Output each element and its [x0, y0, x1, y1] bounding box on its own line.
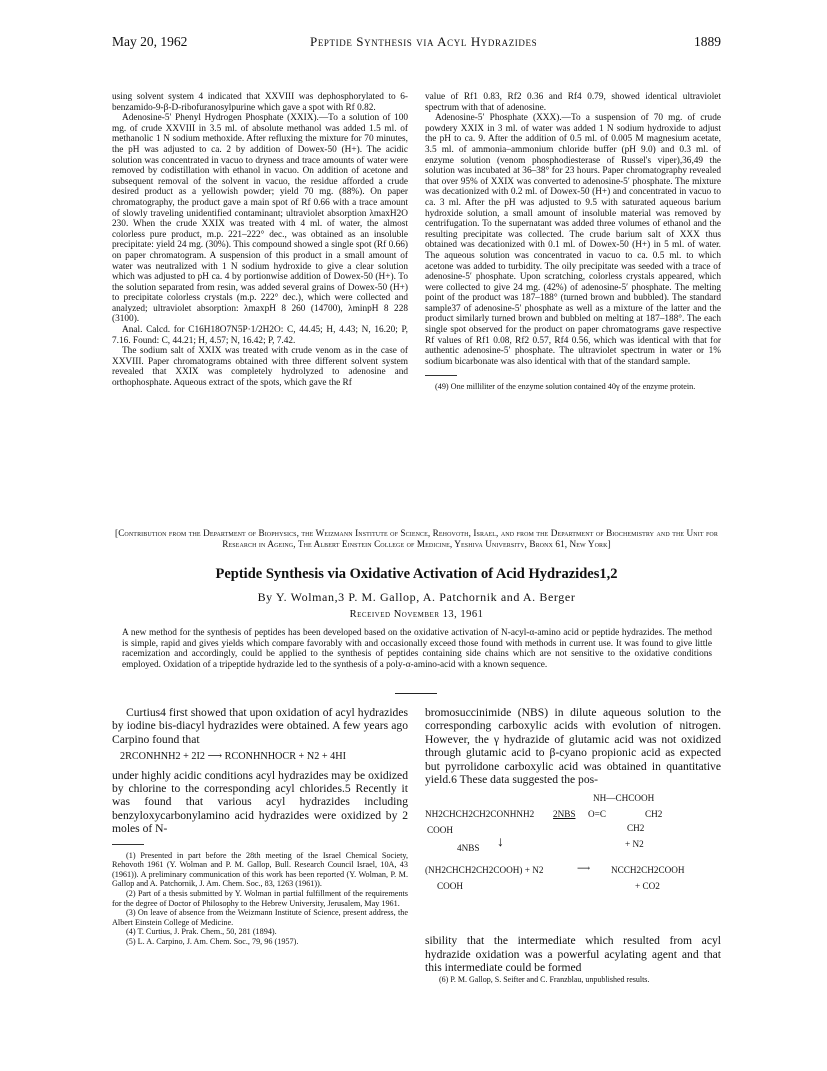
- scheme-final-product: NCCH2CH2COOH: [611, 865, 685, 876]
- scheme-plus-co2: + CO2: [635, 881, 660, 892]
- scheme-plus-n2: + N2: [625, 839, 644, 850]
- scheme-product-ch2: CH2: [627, 823, 645, 834]
- page-number: 1889: [694, 34, 721, 49]
- scheme-arrow-label: 2NBS: [553, 809, 576, 820]
- down-arrow-icon: ↓: [497, 835, 504, 851]
- scheme-down-label: 4NBS: [457, 843, 480, 854]
- article-authors: By Y. Wolman,3 P. M. Gallop, A. Patchornik and A. Berger: [257, 590, 576, 604]
- equation: 2RCONHNH2 + 2I2 ⟶ RCONHNHOCR + N2 + 4HI: [120, 751, 346, 763]
- paragraph: Adenosine-5′ Phenyl Hydrogen Phosphate (XXIX).—To a solution of 100 mg. of crude XXVIII in 3.5 ml. of absolute methanol was added 1.5 ml. of methanolic 1 N sodium methoxide. After refluxing the mixture for 70 minutes, the pH was adjusted to ca. 2 by addition of Dowex-50 (H+). The acidic solution was concentrated in vacuo to dryness and trace amounts of water were removed by codistillation with ethanol in vacuo. On addition of acetone and subsequent removal of the solvent in vacuo, the residue afforded a crude desired product as a yellowish powder; yield 70 mg. (88%). On paper chromatography, the product gave a main spot of Rf 0.66 with a trace amount of slowly traveling unidentified contaminant; ultraviolet absorption λmaxH2O 230. When the crude XXIX was treated with 4 ml. of water, the almost colorless pure product, m.p. 221–222° dec., was obtained as an insoluble precipitate: yield 24 mg. (30%). This compound showed a single spot (Rf 0.66) on paper chromatogram. A suspension of this product in a small amount of water was neutralized with 1 N sodium hydroxide to give a clear solution which was adjusted to pH ca. 4 by portionwise addition of Dowex-50 (H+). To the solution separated from resin, was added several grains of Dowex-50 (H+) to precipitate colorless crystals (m.p. 222° dec.), which were collected and analyzed; ultraviolet absorption: λmaxpH 8 260 (14700), λminpH 8 228 (3100).: [112, 113, 408, 325]
- article-title: Peptide Synthesis via Oxidative Activation of Acid Hydrazides1,2: [215, 566, 618, 582]
- footnote: (3) On leave of absence from the Weizmann Institute of Science, present address, the Albert Einstein College of Medicine.: [112, 908, 408, 927]
- running-title: Peptide Synthesis via Acyl Hydrazides: [310, 34, 538, 49]
- footnote: (2) Part of a thesis submitted by Y. Wolman in partial fulfillment of the requirements for the degree of Doctor of Philosophy to the Hebrew University, Jerusalem, May 1961.: [112, 889, 408, 908]
- reaction-scheme: [425, 790, 721, 934]
- footnote: (49) One milliliter of the enzyme solution contained 40γ of the enzyme protein.: [435, 382, 696, 392]
- scheme-product-ch2: CH2: [645, 809, 663, 820]
- right-arrow-icon: ⟶: [577, 863, 591, 874]
- lower-right-column: [425, 706, 721, 984]
- footnote: (1) Presented in part before the 28th meeting of the Israel Chemical Society, Rehovoth 1961 (Y. Wolman and P. M. Gallop, Bull. Research Council Israel, 10A, 43 (1961)). A preliminary communication of this work has been reported (Y. Wolman, P. M. Gallop and A. Patchornik, J. Am. Chem. Soc., 83, 1263 (1961)).: [112, 850, 408, 889]
- paragraph: Adenosine-5′ Phosphate (XXX).—To a suspension of 70 mg. of crude powdery XXIX in 3 ml. of water was added 1 N sodium hydroxide to adjust the pH to ca. 9. After the addition of 0.5 ml. of 0.005 M magnesium acetate, 3.5 ml. of ammonia–ammonium chloride buffer (pH 9.0) and 0.3 ml. of enzyme solution (venom phosphodiesterase of Russel's viper),36,49 the solution was incubated at 36–38° for 23 hours. Paper chromatography revealed that over 95% of XXIX was converted to adenosine-5′ phosphate. The mixture was decationized with 0.2 ml. of Dowex-50 (H+) and concentrated in vacuo to ca. 3 ml. After the pH was adjusted to 9.5 with saturated aqueous barium hydroxide solution, a small amount of insoluble material was removed by centrifugation. To the supernatant was added three volumes of ethanol and the resulting precipitate was collected. The crude barium salt of XXX thus obtained was decationized with 0.1 ml. of Dowex-50 (H+) in 5 ml. of water. The aqueous solution was concentrated in vacuo to ca. 0.5 ml. to which acetone was added to turbidity. The oily precipitate was seeded with a trace of adenosine-5′ phosphate. Upon scratching, colorless crystals appeared, which were collected to give 24 mg. (42%) of adenosine-5′ phosphate. The melting point of the product was 187–188° (turned brown and bubbled). The standard sample37 of adenosine-5′ phosphate as well as a mixture of the latter and the product similarly turned brown and bubbled on melting at 187–188°. The each single spot observed for the product on paper chromatograms gave respective Rf values of Rf1 0.08, Rf2 0.57, Rf4 0.56, which was identical with that for authentic adenosine-5′ phosphate. The ultraviolet spectrum in water or 1% sodium bicarbonate was also identical with that of the standard sample.: [425, 113, 721, 367]
- paragraph: Curtius4 first showed that upon oxidation of acyl hydrazides by iodine bis-diacyl hydrazides were obtained. A few years ago Carpino found that: [112, 706, 408, 746]
- analysis-paragraph: Anal. Calcd. for C16H18O7N5P·1/2H2O: C, 44.45; H, 4.43; N, 16.20; P, 7.16. Found: C, 44.21; H, 4.57; N, 16.42; P, 7.42.: [112, 325, 408, 346]
- footnote: (4) T. Curtius, J. Prak. Chem., 50, 281 (1894).: [126, 927, 277, 937]
- issue-date: May 20, 1962: [112, 34, 188, 49]
- section-divider: [395, 693, 437, 694]
- scheme-reactant: NH2CHCH2CH2CONHNH2: [425, 809, 535, 820]
- footnote-rule: [425, 375, 457, 376]
- paragraph: The sodium salt of XXIX was treated with crude venom as in the case of XXVIII. Paper chromatograms obtained with three different solvent system revealed that XXIX was completely hydrolyzed to adenosine and orthophosphate. Aqueous extract of the spots, which gave the Rf: [112, 346, 408, 389]
- footnote: (6) P. M. Gallop, S. Seifter and C. Franzblau, unpublished results.: [439, 974, 650, 984]
- scheme-product-nh: NH—CHCOOH: [593, 793, 655, 804]
- scheme-intermediate-cooh: COOH: [437, 881, 464, 892]
- upper-right-column: [425, 92, 721, 392]
- paragraph: sibility that the intermediate which resulted from acyl hydrazide oxidation was a powerful acylating agent and that this intermediate could be formed: [425, 934, 721, 975]
- paragraph: using solvent system 4 indicated that XXVIII was dephosphorylated to 6-benzamido-9-β-D-ribofuranosylpurine which gave a spot with Rf 0.82.: [112, 92, 408, 113]
- paragraph: under highly acidic conditions acyl hydrazides may be oxidized by chlorine to the corresponding acyl chlorides.5 Recently it was found that various acyl hydrazides including benzyloxycarbonylamino acid hydrazides were oxidized by 2 moles of N-: [112, 768, 408, 836]
- abstract: A new method for the synthesis of peptides has been developed based on the oxidative activation of N-acyl-α-amino acid or peptide hydrazides. The method is simple, rapid and gives yields which compare favorably with and occasionally exceed those found with methods in current use. It was found to give little racemization and accordingly, could be applied to the synthesis of peptides containing side chains which are not sensitive to the oxidative conditions employed. Oxidation of a tripeptide hydrazide led to the synthesis of a poly-α-amino-acid with a known sequence.: [122, 628, 712, 671]
- scheme-product-c: O=C: [588, 809, 606, 820]
- paragraph: value of Rf1 0.83, Rf2 0.36 and Rf4 0.79, showed identical ultraviolet spectrum with that of adenosine.: [425, 92, 721, 113]
- received-date: Received November 13, 1961: [349, 609, 484, 620]
- scheme-reactant-cooh: COOH: [427, 825, 454, 836]
- upper-left-column: [112, 92, 408, 389]
- footnote: (5) L. A. Carpino, J. Am. Chem. Soc., 79, 96 (1957).: [126, 937, 299, 946]
- footnote-rule: [112, 844, 144, 845]
- lower-left-column: [112, 706, 408, 947]
- contribution-line: [Contribution from the Department of Biophysics, the Weizmann Institute of Science, Rehovoth, Israel, and from the Department of Biochemistry and the Unit for Research in Ageing, The Albert Einstein College of Medicine, Yeshiva University, Bronx 61, New York]: [115, 528, 718, 549]
- paragraph: bromosuccinimide (NBS) in dilute aqueous solution to the corresponding carboxylic acids with evolution of nitrogen. However, the γ hydrazide of glutamic acid was not oxidized through glutamic acid to β-cyano propionic acid as expected but pyrrolidone carboxylic acid was obtained in quantitative yield.6 These data suggested the pos-: [425, 706, 721, 787]
- scheme-intermediate: (NH2CHCH2CH2COOH) + N2: [425, 865, 544, 876]
- page-header: [0, 34, 827, 52]
